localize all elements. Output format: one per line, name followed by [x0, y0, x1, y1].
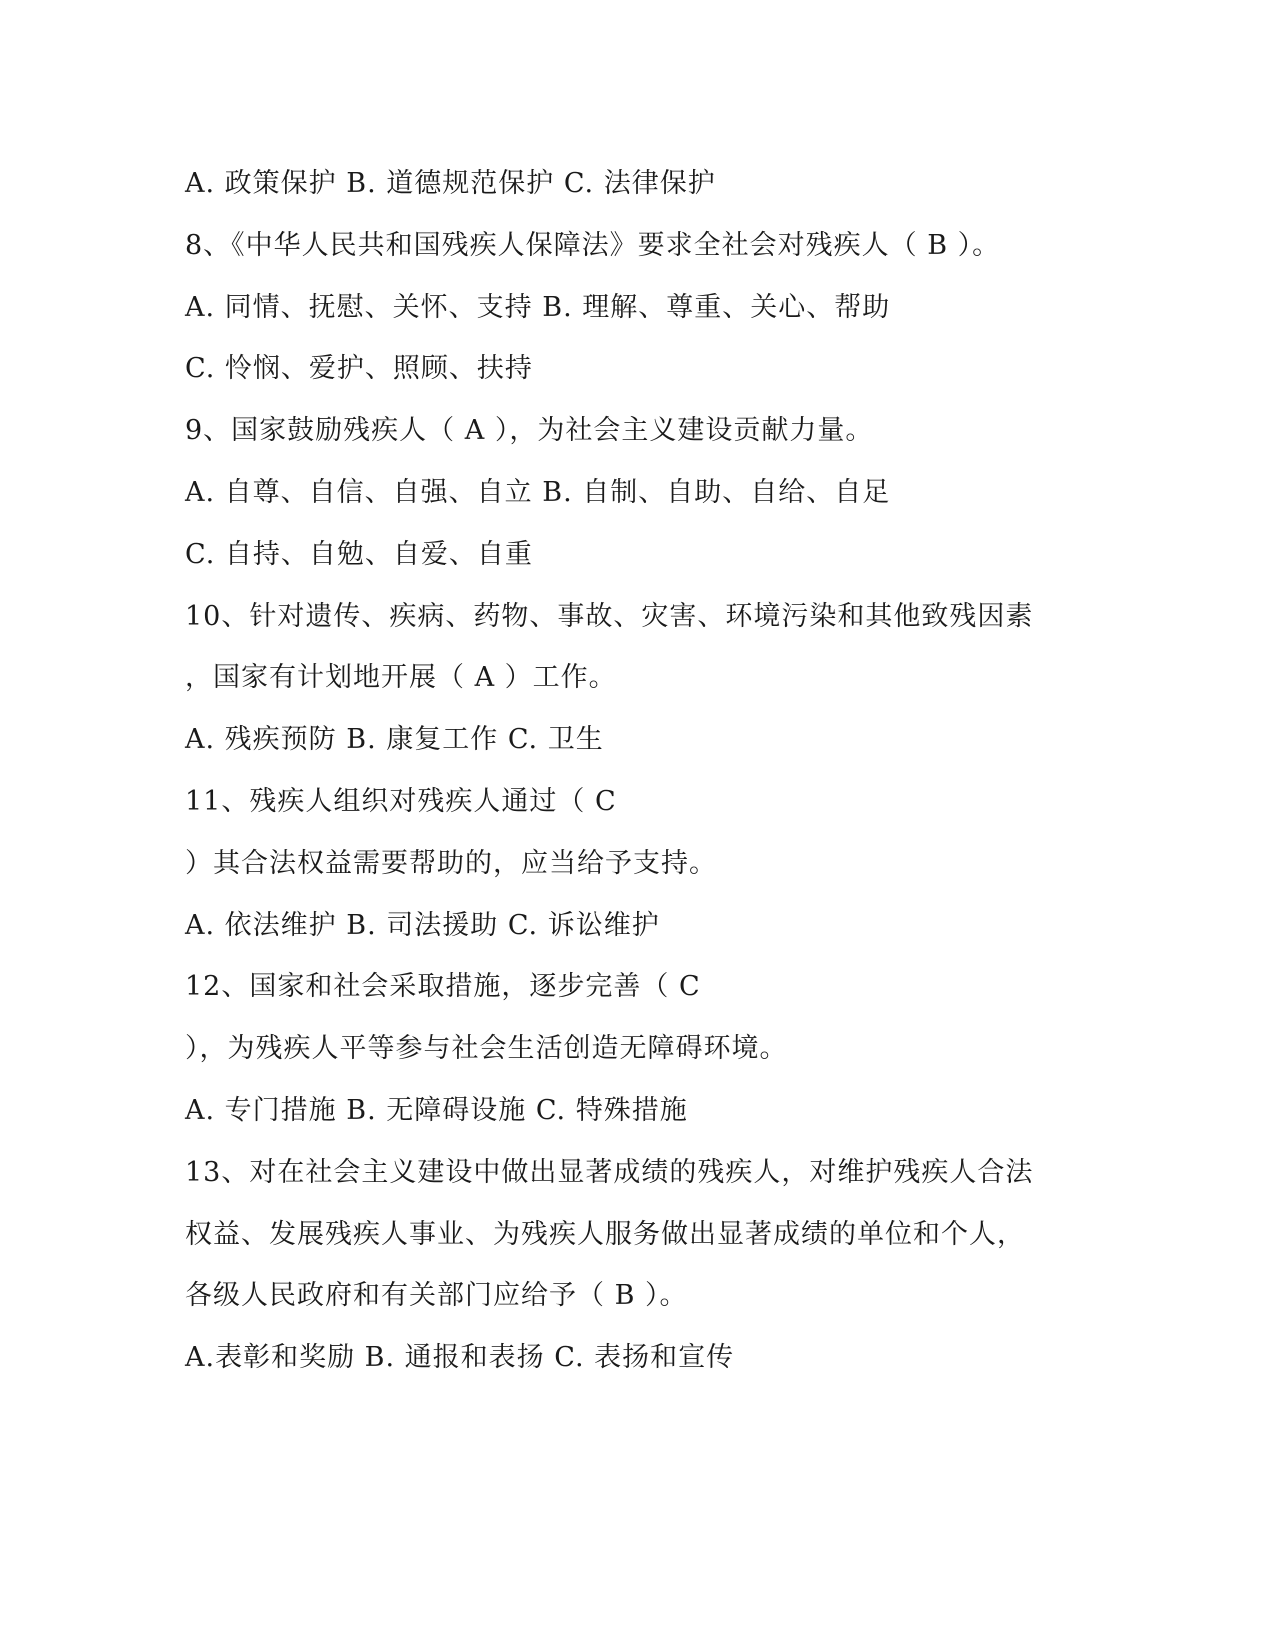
question-9: 9、国家鼓励残疾人（ A ），为社会主义建设贡献力量。 [185, 415, 874, 447]
answer-options-q11: A. 依法维护 B. 司法援助 C. 诉讼维护 [185, 909, 660, 941]
question-13-line-3: 各级人民政府和有关部门应给予（ B ）。 [185, 1280, 688, 1312]
answer-options-q9-c: C. 自持、自勉、自爱、自重 [185, 538, 533, 570]
question-13-line-1: 13、对在社会主义建设中做出显著成绩的残疾人，对维护残疾人合法 [185, 1156, 1034, 1188]
question-12-line-2: ），为残疾人平等参与社会生活创造无障碍环境。 [185, 1033, 788, 1065]
question-10-line-1: 10、针对遗传、疾病、药物、事故、灾害、环境污染和其他致残因素 [185, 600, 1034, 632]
answer-options-q8-ab: A. 同情、抚慰、关怀、支持 B. 理解、尊重、关心、帮助 [185, 291, 891, 323]
question-11-line-1: 11、残疾人组织对残疾人通过（ C [185, 785, 617, 817]
question-8: 8、《中华人民共和国残疾人保障法》要求全社会对残疾人（ B ）。 [185, 229, 1001, 261]
answer-options-q13: A.表彰和奖励 B. 通报和表扬 C. 表扬和宣传 [185, 1342, 735, 1374]
answer-options-q8-c: C. 怜悯、爱护、照顾、扶持 [185, 353, 533, 385]
answer-options-q9-ab: A. 自尊、自信、自强、自立 B. 自制、自助、自给、自足 [185, 476, 891, 508]
question-11-line-2: ）其合法权益需要帮助的，应当给予支持。 [185, 847, 717, 879]
answer-options-q7: A. 政策保护 B. 道德规范保护 C. 法律保护 [185, 168, 716, 199]
question-10-line-2: ，国家有计划地开展（ A ）工作。 [185, 662, 617, 694]
document-body [185, 160, 1065, 1396]
question-12-line-1: 12、国家和社会采取措施，逐步完善（ C [185, 971, 701, 1003]
answer-options-q12: A. 专门措施 B. 无障碍设施 C. 特殊措施 [185, 1094, 688, 1126]
answer-options-q10: A. 残疾预防 B. 康复工作 C. 卫生 [185, 724, 604, 756]
question-13-line-2: 权益、发展残疾人事业、为残疾人服务做出显著成绩的单位和个人， [185, 1218, 1025, 1250]
